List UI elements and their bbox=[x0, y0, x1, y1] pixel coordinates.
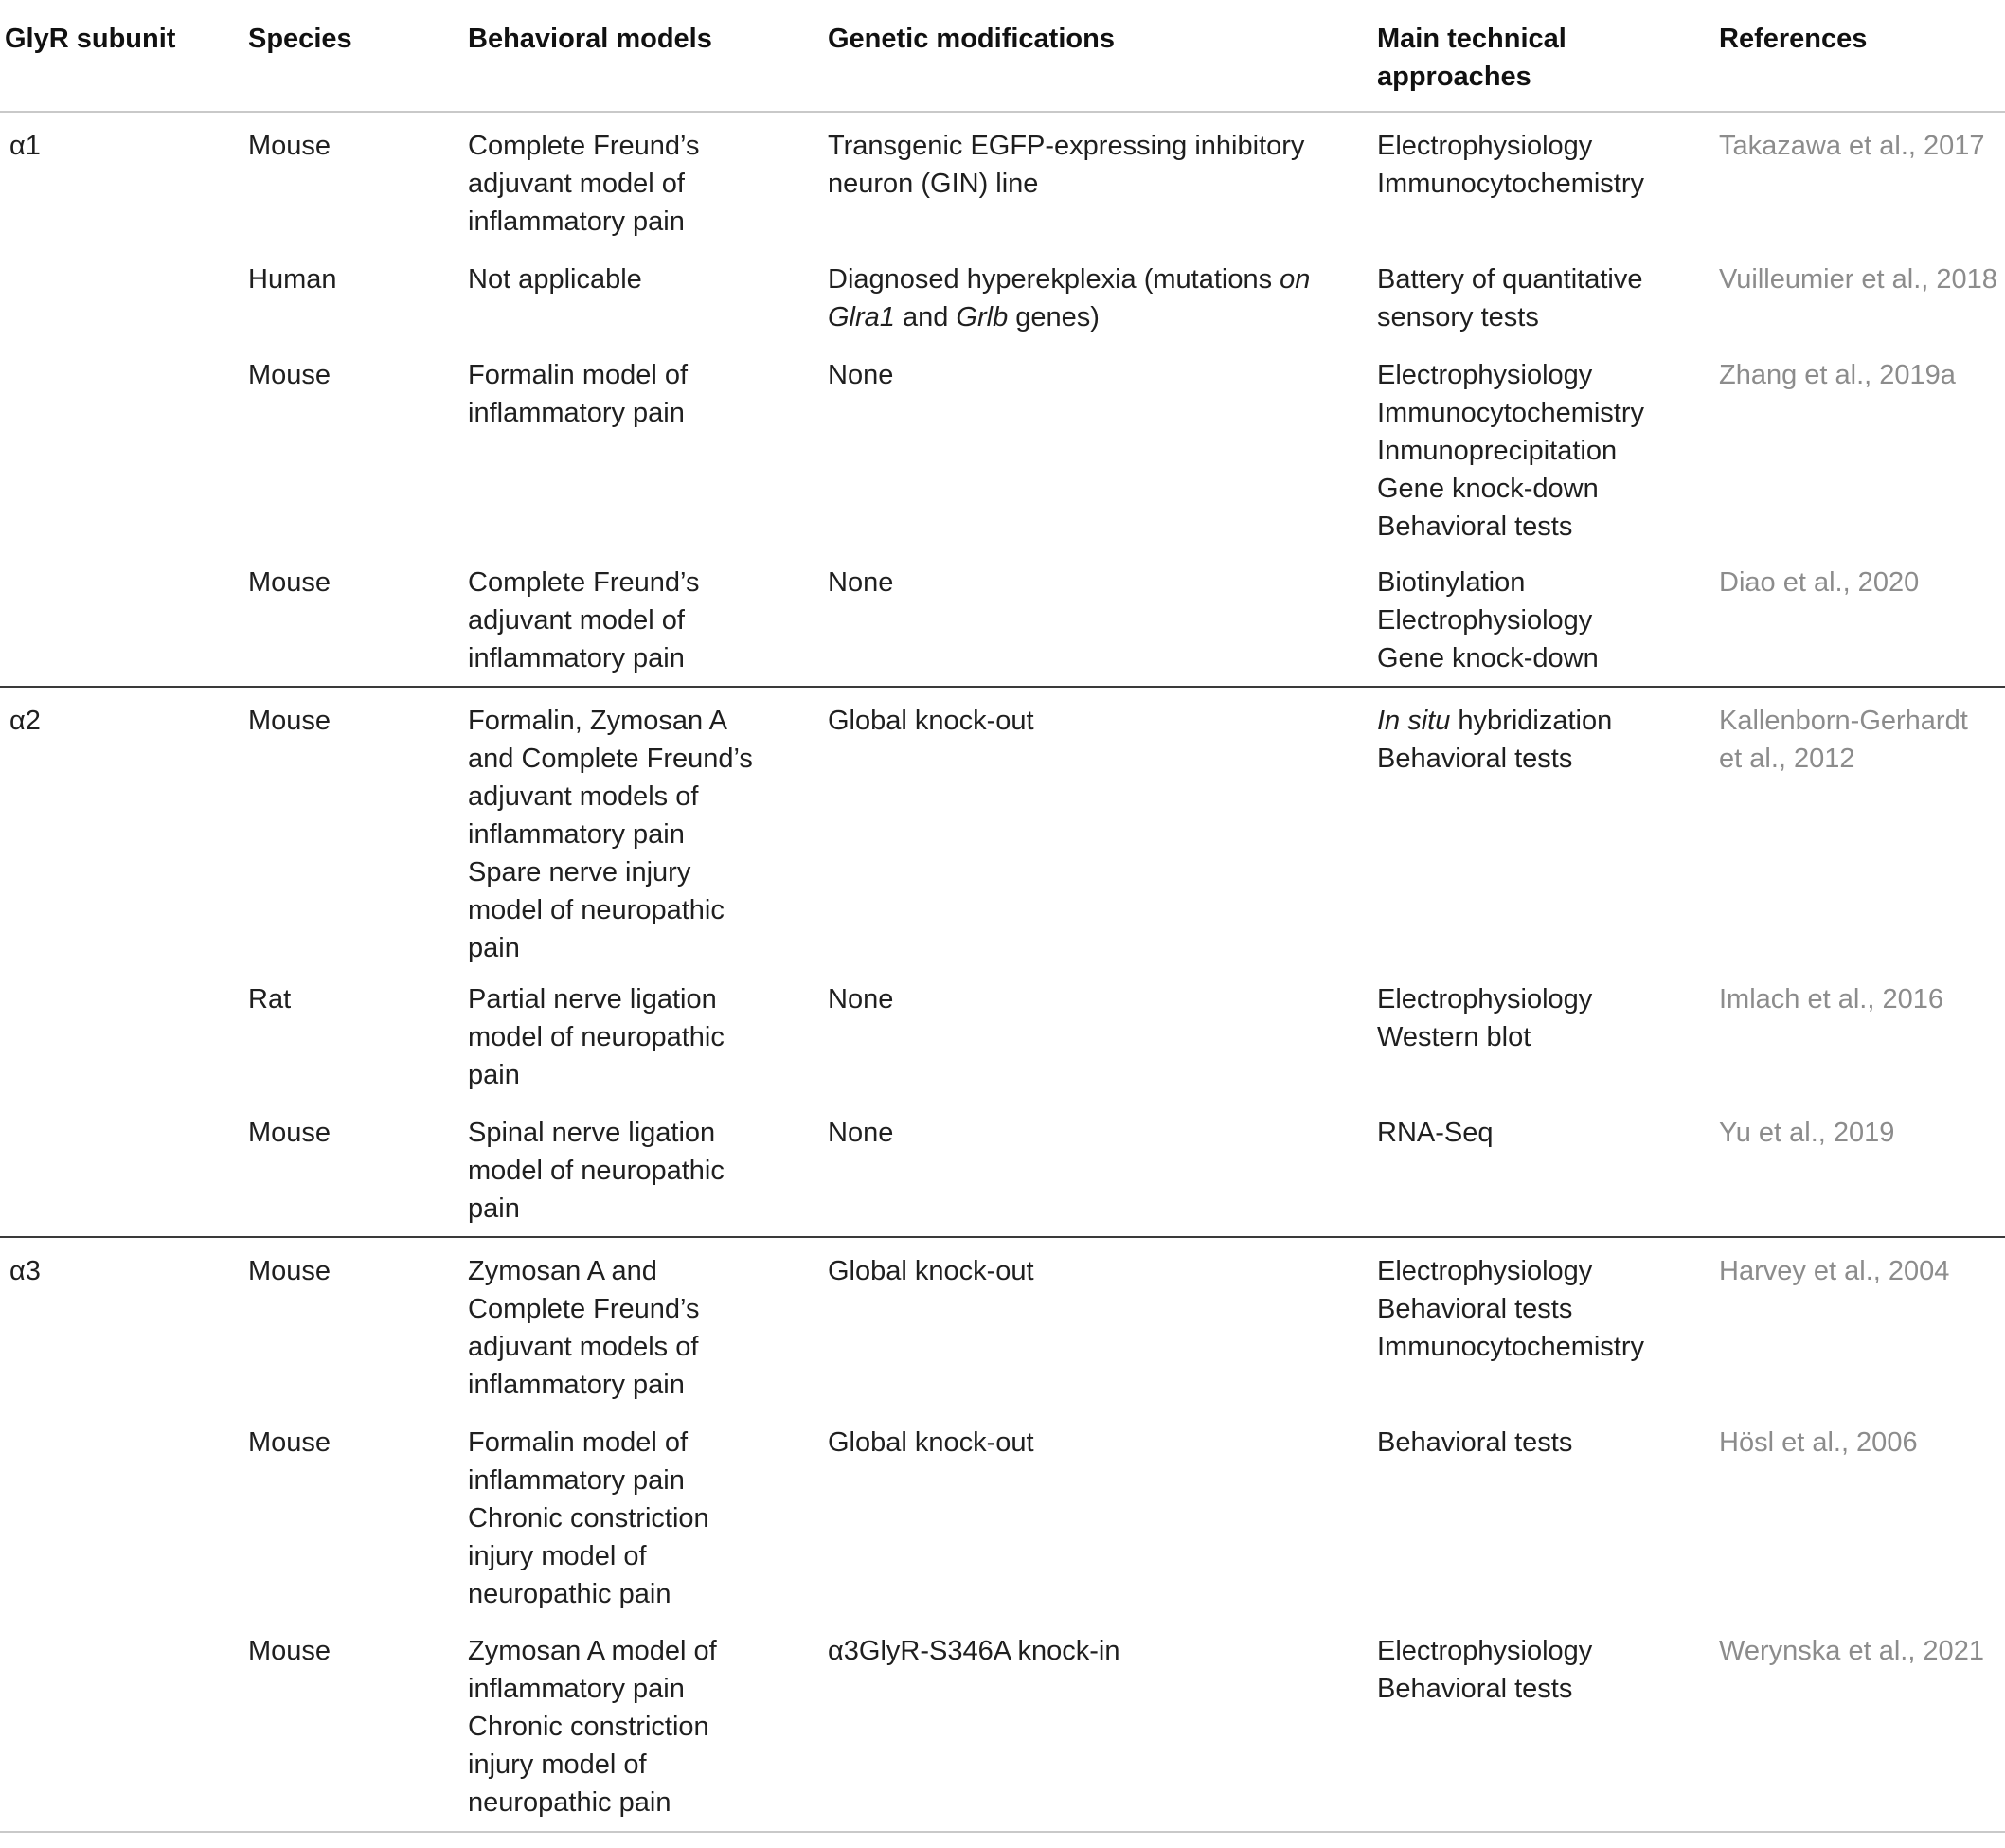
cell-technical-approaches: RNA-Seq bbox=[1377, 1118, 1494, 1148]
header-genetic-modifications: Genetic modifications bbox=[828, 24, 1115, 54]
cell-genetic-modification: None bbox=[828, 984, 894, 1014]
cell-genetic-modification: None bbox=[828, 1118, 894, 1148]
table-row bbox=[0, 113, 2005, 246]
cell-technical-approaches: Electrophysiology Behavioral tests bbox=[1377, 1636, 1593, 1704]
table-row bbox=[0, 688, 2005, 966]
cell-technical-approaches: Electrophysiology Immunocytochemistry bbox=[1377, 131, 1645, 199]
cell-species: Mouse bbox=[248, 1636, 331, 1666]
cell-behavioral-model: Formalin model of inflammatory pain bbox=[468, 360, 689, 428]
cell-genetic-modification: Transgenic EGFP-expressing inhibitory neuron (GIN) line bbox=[828, 131, 1305, 199]
cell-species: Human bbox=[248, 264, 337, 295]
table-row bbox=[0, 966, 2005, 1100]
cell-behavioral-model: Spinal nerve ligation model of neuropathic pain bbox=[468, 1118, 725, 1224]
table-row bbox=[0, 342, 2005, 549]
cell-reference: Harvey et al., 2004 bbox=[1719, 1256, 1950, 1286]
table-row bbox=[0, 1100, 2005, 1236]
cell-subunit: α3 bbox=[9, 1256, 41, 1286]
cell-behavioral-model: Zymosan A and Complete Freund’s adjuvant models of inflammatory pain bbox=[468, 1256, 700, 1400]
header-behavioral-models: Behavioral models bbox=[468, 24, 712, 54]
header-references: References bbox=[1719, 24, 1868, 54]
text-segment-italic: on bbox=[1280, 264, 1311, 295]
text-segment: hybridization Behavioral tests bbox=[1377, 706, 1613, 774]
cell-behavioral-model: Complete Freund’s adjuvant model of inflammatory pain bbox=[468, 567, 700, 673]
cell-species: Mouse bbox=[248, 1118, 331, 1148]
cell-technical-approaches bbox=[1377, 702, 1709, 778]
cell-technical-approaches: Electrophysiology Western blot bbox=[1377, 984, 1593, 1052]
cell-technical-approaches: Electrophysiology Behavioral tests Immunocytochemistry bbox=[1377, 1256, 1645, 1362]
cell-subunit: α1 bbox=[9, 131, 41, 161]
text-segment-italic: In situ bbox=[1377, 706, 1451, 736]
cell-reference: Yu et al., 2019 bbox=[1719, 1118, 1895, 1148]
cell-subunit: α2 bbox=[9, 706, 41, 736]
cell-genetic-modification: α3GlyR-S346A knock-in bbox=[828, 1636, 1120, 1666]
cell-reference: Vuilleumier et al., 2018 bbox=[1719, 264, 1997, 295]
cell-genetic-modification: Global knock-out bbox=[828, 706, 1034, 736]
table-bottom-rule-row bbox=[0, 1831, 2005, 1833]
header-species: Species bbox=[248, 24, 352, 54]
table-header-row bbox=[0, 0, 2005, 113]
header-glyr-subunit: GlyR subunit bbox=[5, 24, 176, 54]
gene-name-grlb: Grlb bbox=[956, 302, 1009, 332]
header-main-technical-approaches: Main technical approaches bbox=[1377, 24, 1566, 92]
cell-genetic-modification: None bbox=[828, 360, 894, 390]
cell-reference: Diao et al., 2020 bbox=[1719, 567, 1920, 598]
cell-species: Mouse bbox=[248, 360, 331, 390]
cell-species: Mouse bbox=[248, 567, 331, 598]
cell-reference: Zhang et al., 2019a bbox=[1719, 360, 1956, 390]
table-row bbox=[0, 549, 2005, 686]
cell-technical-approaches: Electrophysiology Immunocytochemistry Inmunoprecipitation Gene knock-down Behavioral tests bbox=[1377, 360, 1645, 542]
table-row bbox=[0, 246, 2005, 342]
cell-behavioral-model: Formalin model of inflammatory pain Chronic constriction injury model of neuropathic pain bbox=[468, 1427, 709, 1609]
cell-genetic-modification bbox=[828, 260, 1368, 336]
cell-species: Mouse bbox=[248, 1256, 331, 1286]
cell-behavioral-model: Complete Freund’s adjuvant model of inflammatory pain bbox=[468, 131, 700, 237]
cell-species: Mouse bbox=[248, 706, 331, 736]
cell-technical-approaches: Biotinylation Electrophysiology Gene knock-down bbox=[1377, 567, 1599, 673]
cell-technical-approaches: Battery of quantitative sensory tests bbox=[1377, 264, 1643, 332]
table-row bbox=[0, 1409, 2005, 1618]
cell-genetic-modification: None bbox=[828, 567, 894, 598]
table-bottom-rule bbox=[0, 1831, 2005, 1833]
cell-reference: Imlach et al., 2016 bbox=[1719, 984, 1943, 1014]
cell-behavioral-model: Not applicable bbox=[468, 264, 642, 295]
cell-technical-approaches: Behavioral tests bbox=[1377, 1427, 1573, 1458]
cell-reference: Kallenborn-Gerhardt et al., 2012 bbox=[1719, 706, 1968, 774]
cell-genetic-modification: Global knock-out bbox=[828, 1427, 1034, 1458]
cell-reference: Hösl et al., 2006 bbox=[1719, 1427, 1918, 1458]
cell-reference: Takazawa et al., 2017 bbox=[1719, 131, 1985, 161]
table-row bbox=[0, 1238, 2005, 1409]
text-segment: genes) bbox=[1008, 302, 1100, 332]
text-segment: and bbox=[894, 302, 957, 332]
cell-species: Mouse bbox=[248, 131, 331, 161]
table-row bbox=[0, 1618, 2005, 1831]
cell-reference: Werynska et al., 2021 bbox=[1719, 1636, 1984, 1666]
cell-species: Rat bbox=[248, 984, 292, 1014]
cell-behavioral-model: Zymosan A model of inflammatory pain Chronic constriction injury model of neuropathic pain bbox=[468, 1636, 717, 1818]
gene-name-glra1: Glra1 bbox=[828, 302, 895, 332]
cell-behavioral-model: Formalin, Zymosan A and Complete Freund’s adjuvant models of inflammatory pain Spare nerve injury model of neuropathic pain bbox=[468, 706, 753, 963]
cell-genetic-modification: Global knock-out bbox=[828, 1256, 1034, 1286]
cell-behavioral-model: Partial nerve ligation model of neuropathic pain bbox=[468, 984, 725, 1090]
text-segment: Diagnosed hyperekplexia (mutations bbox=[828, 264, 1280, 295]
cell-species: Mouse bbox=[248, 1427, 331, 1458]
